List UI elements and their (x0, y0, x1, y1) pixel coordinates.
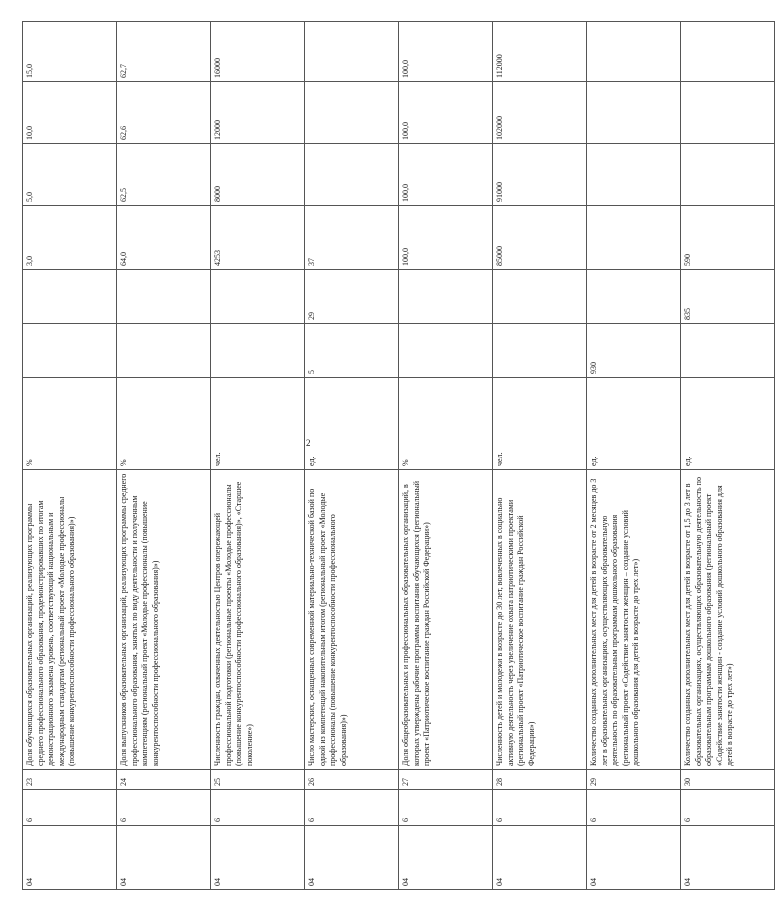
value-2022 (305, 144, 399, 206)
value-2024: 100,0 (399, 22, 493, 82)
value-2021: 590 (681, 206, 775, 270)
value-2019 (117, 324, 211, 378)
value-2022 (587, 144, 681, 206)
value-2020 (399, 270, 493, 324)
value-2024 (305, 22, 399, 82)
unit: ед. (587, 378, 681, 470)
table-row (23, 22, 117, 890)
value-2019: 5 (305, 324, 399, 378)
row-number: 27 (399, 770, 493, 790)
table-row (587, 22, 681, 890)
value-2023: 62,6 (117, 82, 211, 144)
indicator-name: Число мастерских, оснащенных современной материально-технической базой по одной из компетенций накопительным итогом (региональный проект «Молодые профессионалы (повышение конкурентоспособности профессионального образования)») (305, 470, 399, 770)
program-code: 6 (305, 790, 399, 826)
table-row (117, 22, 211, 890)
value-2019: 930 (587, 324, 681, 378)
value-2021: 37 (305, 206, 399, 270)
unit: ед. (305, 378, 399, 470)
region-code: 04 (681, 826, 775, 890)
program-code: 6 (117, 790, 211, 826)
indicator-name: Доля общеобразовательных и профессиональных образовательных организаций, в которых утверждены рабочие программы воспитания обучающихся (региональный проект «Патриотическое воспитание граждан Российской Федерации») (399, 470, 493, 770)
value-2021: 64,0 (117, 206, 211, 270)
value-2022: 62,5 (117, 144, 211, 206)
value-2020: 835 (681, 270, 775, 324)
unit: % (399, 378, 493, 470)
value-2022: 91000 (493, 144, 587, 206)
rotated-table-page (22, 22, 735, 890)
value-2019 (681, 324, 775, 378)
region-code: 04 (211, 826, 305, 890)
row-number: 30 (681, 770, 775, 790)
value-2023 (305, 82, 399, 144)
value-2023: 102000 (493, 82, 587, 144)
value-2019 (399, 324, 493, 378)
table-row (681, 22, 775, 890)
value-2019 (211, 324, 305, 378)
row-number: 23 (23, 770, 117, 790)
region-code: 04 (23, 826, 117, 890)
unit: чел. (211, 378, 305, 470)
value-2023: 100,0 (399, 82, 493, 144)
value-2022: 8000 (211, 144, 305, 206)
program-code: 6 (23, 790, 117, 826)
table-row (399, 22, 493, 890)
value-2021: 85000 (493, 206, 587, 270)
value-2021: 3,0 (23, 206, 117, 270)
program-code: 6 (493, 790, 587, 826)
value-2023: 12000 (211, 82, 305, 144)
value-2020 (587, 270, 681, 324)
indicator-name: Количество созданных дополнительных мест для детей в возрасте от 2 месяцев до 3 лет в образовательных организациях, осуществляющих образовательную деятельность по образовательным программам дошкольного образования (региональный проект «Содействие занятости женщин – создание условий дошкольного образования для детей в возрасте до трех лет») (587, 470, 681, 770)
value-2019 (493, 324, 587, 378)
indicator-name: Численность граждан, охваченных деятельностью Центров опережающей профессиональной подготовки (региональные проекты «Молодые профессионалы (повышение конкурентоспособности профессионального образования)», «Старшее поколение») (211, 470, 305, 770)
value-2021: 100,0 (399, 206, 493, 270)
value-2023 (681, 82, 775, 144)
program-code: 6 (681, 790, 775, 826)
unit: % (23, 378, 117, 470)
unit: % (117, 378, 211, 470)
program-code: 6 (587, 790, 681, 826)
indicator-name: Доля обучающихся образовательных организаций, реализующих программы среднего профессионального образования, продемонстрировавших по итогам демонстрационного экзамена уровень, соответствующий национальным и международным стандартам (региональный проект «Молодые профессионалы (повышение конкурентоспособности профессионального образования)») (23, 470, 117, 770)
value-2022 (681, 144, 775, 206)
table-row (305, 22, 399, 890)
indicator-name: Количество созданных дополнительных мест для детей в возрасте от 1,5 до 3 лет в образовательных организациях, осуществляющих образовательную деятельность по образовательным программам дошкольного образования (региональный проект «Содействие занятости женщин - создание условий дошкольного образования для детей в возрасте до трех лет») (681, 470, 775, 770)
region-code: 04 (117, 826, 211, 890)
table-row (211, 22, 305, 890)
value-2022: 100,0 (399, 144, 493, 206)
unit: чел. (493, 378, 587, 470)
region-code: 04 (587, 826, 681, 890)
page-number: 2 (306, 438, 311, 448)
indicator-name: Доля выпускников образовательных организаций, реализующих программы среднего профессионального образования, занятых по виду деятельности и полученным компетенциям (региональный проект «Молодые профессионалы (повышение конкурентоспособности профессионального образования)») (117, 470, 211, 770)
value-2019 (23, 324, 117, 378)
value-2023 (587, 82, 681, 144)
value-2024: 16000 (211, 22, 305, 82)
table-row (493, 22, 587, 890)
value-2024: 15,0 (23, 22, 117, 82)
indicators-table (22, 21, 775, 890)
value-2020: 29 (305, 270, 399, 324)
value-2024: 112000 (493, 22, 587, 82)
indicator-name: Численность детей и молодежи в возрасте до 30 лет, вовлеченных в социально активную деятельность через увеличение охвата патриотическими проектами (региональный проект «Патриотическое воспитание граждан Российской Федерации») (493, 470, 587, 770)
value-2020 (211, 270, 305, 324)
value-2023: 10,0 (23, 82, 117, 144)
region-code: 04 (493, 826, 587, 890)
row-number: 24 (117, 770, 211, 790)
value-2020 (23, 270, 117, 324)
region-code: 04 (305, 826, 399, 890)
row-number: 29 (587, 770, 681, 790)
value-2020 (117, 270, 211, 324)
value-2024 (681, 22, 775, 82)
row-number: 26 (305, 770, 399, 790)
row-number: 25 (211, 770, 305, 790)
program-code: 6 (399, 790, 493, 826)
row-number: 28 (493, 770, 587, 790)
value-2022: 5,0 (23, 144, 117, 206)
value-2024: 62,7 (117, 22, 211, 82)
value-2024 (587, 22, 681, 82)
value-2020 (493, 270, 587, 324)
value-2021: 4253 (211, 206, 305, 270)
region-code: 04 (399, 826, 493, 890)
unit: ед. (681, 378, 775, 470)
program-code: 6 (211, 790, 305, 826)
value-2021 (587, 206, 681, 270)
